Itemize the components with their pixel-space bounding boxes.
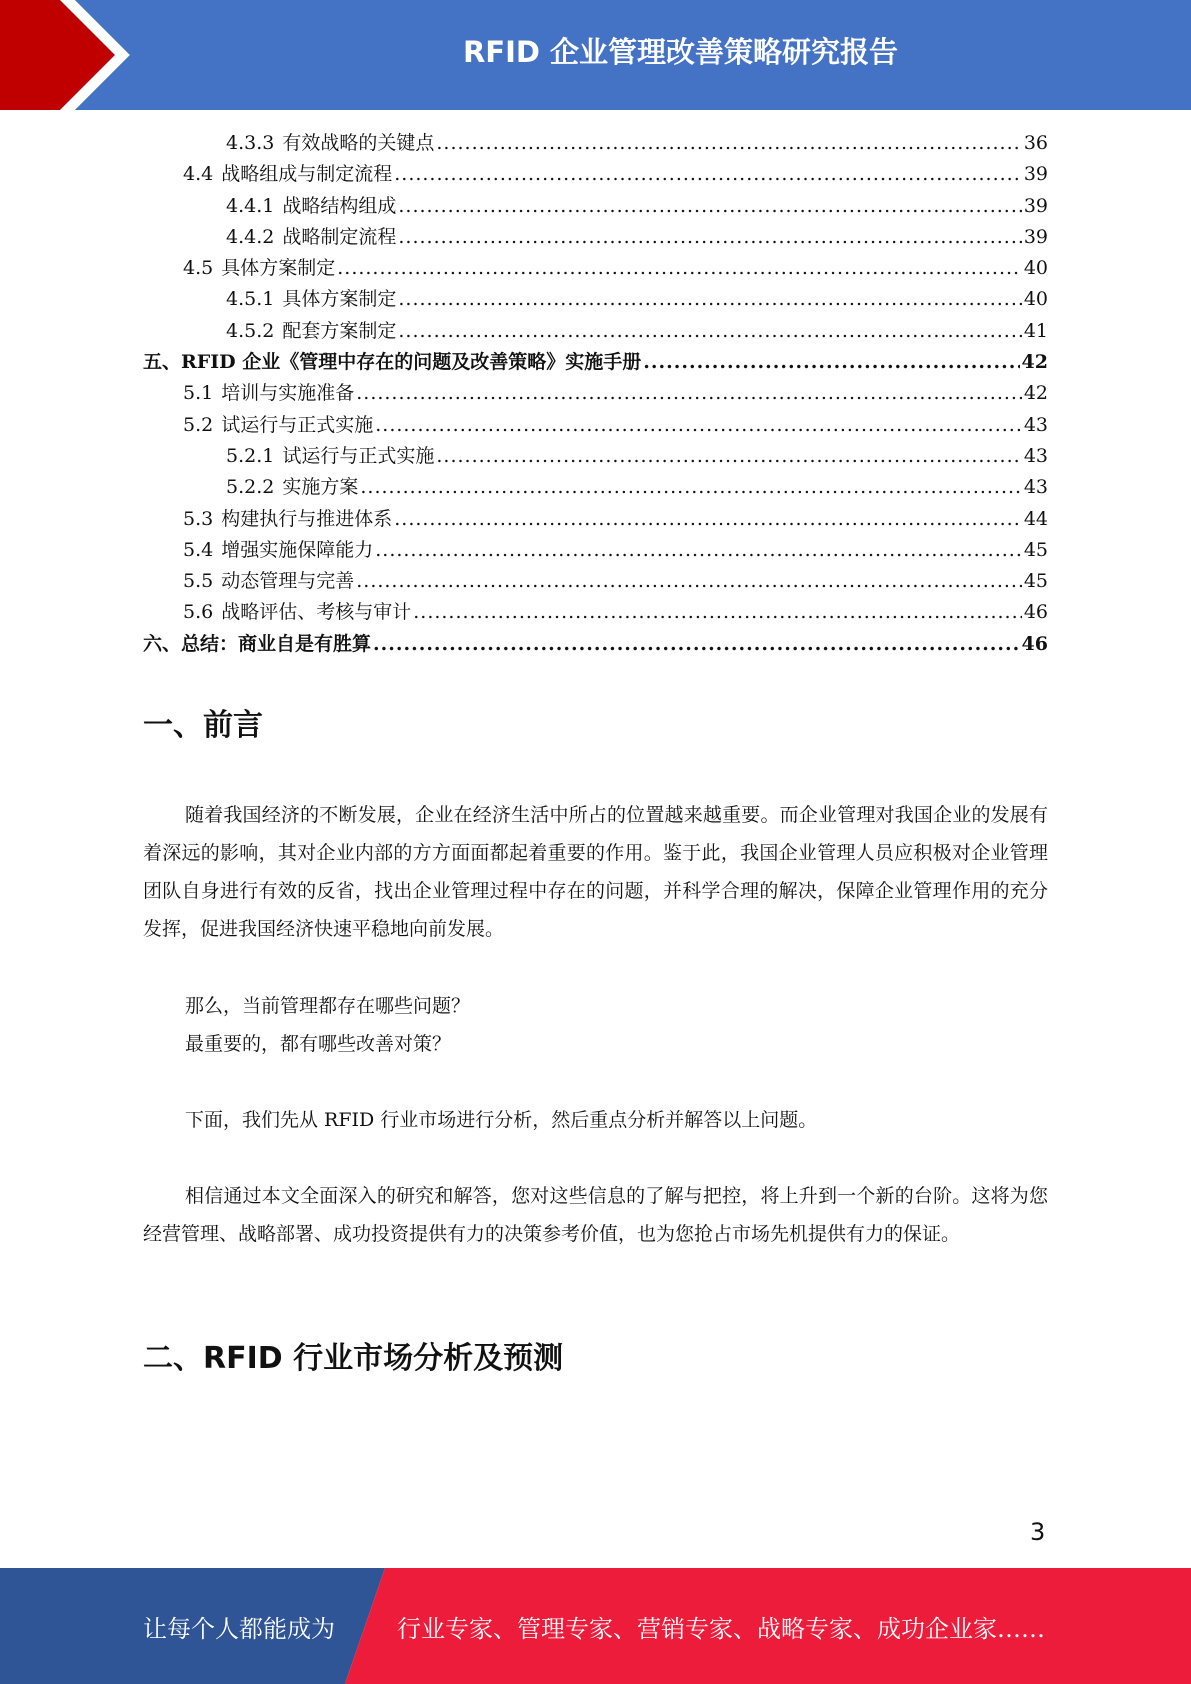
toc-entry-title: 战略组成与制定流程 bbox=[221, 163, 393, 186]
page-header bbox=[0, 0, 1191, 110]
toc-entry-title: 五、RFID 企业《管理中存在的问题及改善策略》实施手册 bbox=[143, 351, 642, 374]
preface-paragraph-2: 下面，我们先从 RFID 行业市场进行分析，然后重点分析并解答以上问题。 bbox=[185, 1109, 818, 1131]
toc-entry-page: 45 bbox=[1023, 570, 1048, 593]
toc-dot-leader bbox=[375, 539, 1022, 561]
toc-dot-leader bbox=[398, 288, 1021, 310]
toc-dot-leader bbox=[398, 320, 1021, 342]
toc-entry-number: 5.2.1 bbox=[226, 444, 275, 467]
toc-entry-page: 44 bbox=[1023, 507, 1048, 530]
toc-entry-title: 具体方案制定 bbox=[282, 288, 397, 311]
toc-entry-title: 培训与实施准备 bbox=[221, 382, 355, 405]
toc-entry-number: 4.3.3 bbox=[226, 132, 275, 154]
toc-entry-page: 39 bbox=[1023, 225, 1048, 248]
toc-entry-title: 有效战略的关键点 bbox=[282, 132, 435, 154]
toc-dot-leader bbox=[394, 163, 1022, 185]
toc-entry[interactable] bbox=[143, 378, 1048, 409]
toc-entry-number: 5.2 bbox=[183, 413, 214, 436]
toc-entry-title: 试运行与正式实施 bbox=[221, 413, 374, 436]
preface-paragraph-3: 相信通过本文全面深入的研究和解答，您对这些信息的了解与把控，将上升到一个新的台阶。这将为您经营管理、战略部署、成功投资提供有力的决策参考价值，也为您抢占市场先机提供有力的保证。 bbox=[143, 1185, 1048, 1245]
page-footer bbox=[0, 1568, 1191, 1684]
toc-entry-page: 39 bbox=[1023, 163, 1048, 186]
toc-dot-leader bbox=[398, 195, 1021, 217]
toc-entry[interactable] bbox=[143, 284, 1048, 315]
toc-entry-page: 40 bbox=[1023, 288, 1048, 311]
toc-entry[interactable] bbox=[143, 347, 1048, 378]
toc-entry-page: 46 bbox=[1021, 632, 1048, 655]
toc-dot-leader bbox=[356, 570, 1022, 592]
toc-entry-title: 试运行与正式实施 bbox=[282, 444, 435, 467]
toc-entry[interactable] bbox=[143, 472, 1048, 503]
toc-entry-number: 4.5.1 bbox=[226, 288, 275, 311]
toc-entry-title: 具体方案制定 bbox=[221, 257, 336, 280]
preface-paragraph-1: 随着我国经济的不断发展，企业在经济生活中所占的位置越来越重要。而企业管理对我国企业的发展有着深远的影响，其对企业内部的方方面面都起着重要的作用。鉴于此，我国企业管理人员应积极对企业管理团队自身进行有效的反省，找出企业管理过程中存在的问题，并科学合理的解决，保障企业管理作用的充分发挥，促进我国经济快速平稳地向前发展。 bbox=[143, 804, 1048, 940]
toc-entry-number: 5.3 bbox=[183, 507, 214, 530]
toc-dot-leader bbox=[356, 382, 1022, 404]
toc-dot-leader bbox=[436, 445, 1021, 467]
toc-entry-page: 45 bbox=[1023, 538, 1048, 561]
toc-entry-number: 4.4.2 bbox=[226, 225, 275, 248]
toc-entry-title: 战略结构组成 bbox=[282, 194, 397, 217]
toc-dot-leader bbox=[398, 226, 1021, 248]
report-title: RFID 企业管理改善策略研究报告 bbox=[462, 34, 899, 69]
toc-entry-page: 46 bbox=[1023, 601, 1048, 624]
toc-entry[interactable] bbox=[143, 566, 1048, 597]
toc-entry-page: 42 bbox=[1023, 382, 1048, 405]
toc-entry-page: 43 bbox=[1023, 413, 1048, 436]
toc-entry-number: 5.4 bbox=[183, 538, 214, 561]
footer-slogan-left: 让每个人都能成为 bbox=[143, 1614, 335, 1643]
toc-entry-page: 36 bbox=[1023, 132, 1048, 154]
footer-slogan-right: 行业专家、管理专家、营销专家、战略专家、成功企业家…… bbox=[397, 1614, 1045, 1643]
toc-dot-leader bbox=[436, 132, 1021, 154]
question-2: 最重要的，都有哪些改善对策？ bbox=[185, 1033, 452, 1055]
toc-entry-number: 4.4.1 bbox=[226, 194, 275, 217]
table-of-contents bbox=[143, 128, 1048, 660]
toc-entry-number: 4.4 bbox=[183, 163, 214, 186]
toc-entry-number: 4.5 bbox=[183, 257, 214, 280]
toc-entry[interactable] bbox=[143, 410, 1048, 441]
toc-entry[interactable] bbox=[143, 504, 1048, 535]
toc-entry[interactable] bbox=[143, 597, 1048, 628]
toc-entry-page: 42 bbox=[1021, 351, 1048, 374]
toc-entry-title: 构建执行与推进体系 bbox=[221, 507, 393, 530]
toc-entry[interactable] bbox=[143, 191, 1048, 222]
toc-entry-title: 六、总结：商业自是有胜算 bbox=[143, 632, 372, 655]
toc-entry-title: 战略制定流程 bbox=[282, 225, 397, 248]
toc-dot-leader bbox=[375, 414, 1022, 436]
toc-entry[interactable] bbox=[143, 316, 1048, 347]
toc-entry-page: 40 bbox=[1023, 257, 1048, 280]
toc-entry-title: 动态管理与完善 bbox=[221, 570, 355, 593]
toc-dot-leader bbox=[643, 351, 1019, 373]
toc-entry-page: 39 bbox=[1023, 194, 1048, 217]
toc-entry[interactable] bbox=[143, 441, 1048, 472]
toc-entry-number: 4.5.2 bbox=[226, 319, 275, 342]
page-number: 3 bbox=[1030, 1518, 1046, 1546]
toc-entry[interactable] bbox=[143, 222, 1048, 253]
toc-dot-leader bbox=[373, 633, 1020, 655]
header-chevron-decoration bbox=[0, 0, 160, 110]
toc-entry-page: 43 bbox=[1023, 476, 1048, 499]
toc-entry-title: 配套方案制定 bbox=[282, 319, 397, 342]
toc-dot-leader bbox=[337, 257, 1022, 279]
section-heading-preface: 一、前言 bbox=[143, 708, 263, 743]
toc-entry[interactable] bbox=[143, 253, 1048, 284]
toc-dot-leader bbox=[394, 508, 1022, 530]
question-1: 那么，当前管理都存在哪些问题？ bbox=[185, 995, 471, 1017]
toc-entry-number: 5.1 bbox=[183, 382, 214, 405]
toc-entry-page: 41 bbox=[1023, 319, 1048, 342]
toc-dot-leader bbox=[360, 476, 1021, 498]
toc-entry-number: 5.5 bbox=[183, 570, 214, 593]
toc-entry-title: 战略评估、考核与审计 bbox=[221, 601, 412, 624]
toc-entry-title: 增强实施保障能力 bbox=[221, 538, 374, 561]
toc-entry-page: 43 bbox=[1023, 444, 1048, 467]
toc-entry[interactable] bbox=[143, 159, 1048, 190]
toc-entry-number: 5.6 bbox=[183, 601, 214, 624]
toc-entry-title: 实施方案 bbox=[282, 476, 359, 499]
toc-dot-leader bbox=[413, 601, 1022, 623]
section-heading-market-analysis: 二、RFID 行业市场分析及预测 bbox=[143, 1341, 564, 1376]
toc-entry[interactable] bbox=[143, 535, 1048, 566]
toc-entry[interactable] bbox=[143, 128, 1048, 159]
toc-entry-number: 5.2.2 bbox=[226, 476, 275, 499]
toc-entry[interactable] bbox=[143, 629, 1048, 660]
